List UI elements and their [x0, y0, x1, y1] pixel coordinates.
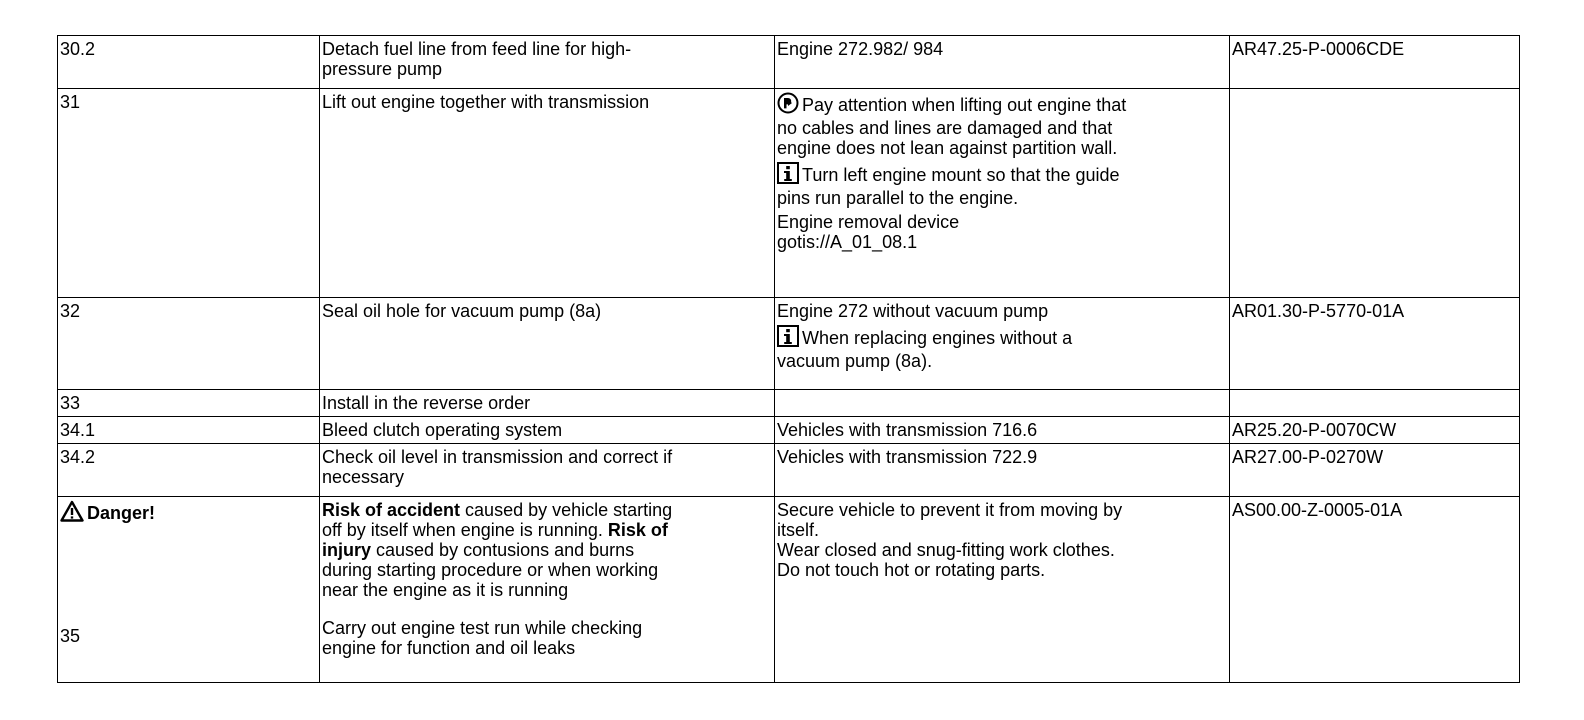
work-step: Install in the reverse order — [320, 390, 775, 417]
step-notes — [775, 390, 1230, 417]
work-step: Check oil level in transmission and correct if necessary — [320, 444, 775, 497]
table-row — [58, 417, 1520, 444]
work-step: Bleed clutch operating system — [320, 417, 775, 444]
reference-link[interactable]: AR27.00-P-0270W — [1230, 444, 1520, 497]
warning-triangle-icon — [60, 500, 84, 526]
step-number: Danger! 35 — [58, 497, 320, 683]
work-step: Lift out engine together with transmission — [320, 89, 775, 298]
work-step: Seal oil hole for vacuum pump (8a) — [320, 298, 775, 390]
procedure-table — [57, 35, 1520, 683]
table-row — [58, 36, 1520, 89]
step-number: 33 — [58, 390, 320, 417]
info-icon — [777, 162, 799, 188]
work-step: Risk of accident caused by vehicle starting off by itself when engine is running. Risk of injury caused by contusions and burns during starting procedure or when working near the engine as it is running Carry out engine test run while checking engine for function and oil leaks — [320, 497, 775, 683]
step-number: 30.2 — [58, 36, 320, 89]
table-row — [58, 497, 1520, 683]
step-notes: Pay attention when lifting out engine that no cables and lines are damaged and that engine does not lean against partition wall. Turn left engine mount so that the guide pins run parallel to the engine. Engine removal device gotis://A_01_08.1 — [775, 89, 1230, 298]
step-notes: Vehicles with transmission 716.6 — [775, 417, 1230, 444]
table-row — [58, 298, 1520, 390]
step-notes: Engine 272.982/ 984 — [775, 36, 1230, 89]
step-notes: Secure vehicle to prevent it from moving by itself. Wear closed and snug-fitting work clothes. Do not touch hot or rotating parts. — [775, 497, 1230, 683]
step-number: 31 — [58, 89, 320, 298]
caution-icon — [777, 92, 799, 118]
step-number: 32 — [58, 298, 320, 390]
reference-link — [1230, 390, 1520, 417]
tool-link[interactable]: gotis://A_01_08.1 — [777, 232, 918, 252]
reference-link[interactable]: AR47.25-P-0006CDE — [1230, 36, 1520, 89]
reference-link[interactable]: AS00.00-Z-0005-01A — [1230, 497, 1520, 683]
table-row — [58, 89, 1520, 298]
table-row — [58, 444, 1520, 497]
reference-link[interactable]: AR01.30-P-5770-01A — [1230, 298, 1520, 390]
step-number: 34.1 — [58, 417, 320, 444]
step-notes: Vehicles with transmission 722.9 — [775, 444, 1230, 497]
reference-link[interactable]: AR25.20-P-0070CW — [1230, 417, 1520, 444]
step-number: 34.2 — [58, 444, 320, 497]
table-row — [58, 390, 1520, 417]
step-notes: Engine 272 without vacuum pump When replacing engines without a vacuum pump (8a). — [775, 298, 1230, 390]
danger-label: Danger! — [87, 503, 156, 523]
work-step: Detach fuel line from feed line for high- pressure pump — [320, 36, 775, 89]
info-icon — [777, 325, 799, 351]
reference-link — [1230, 89, 1520, 298]
